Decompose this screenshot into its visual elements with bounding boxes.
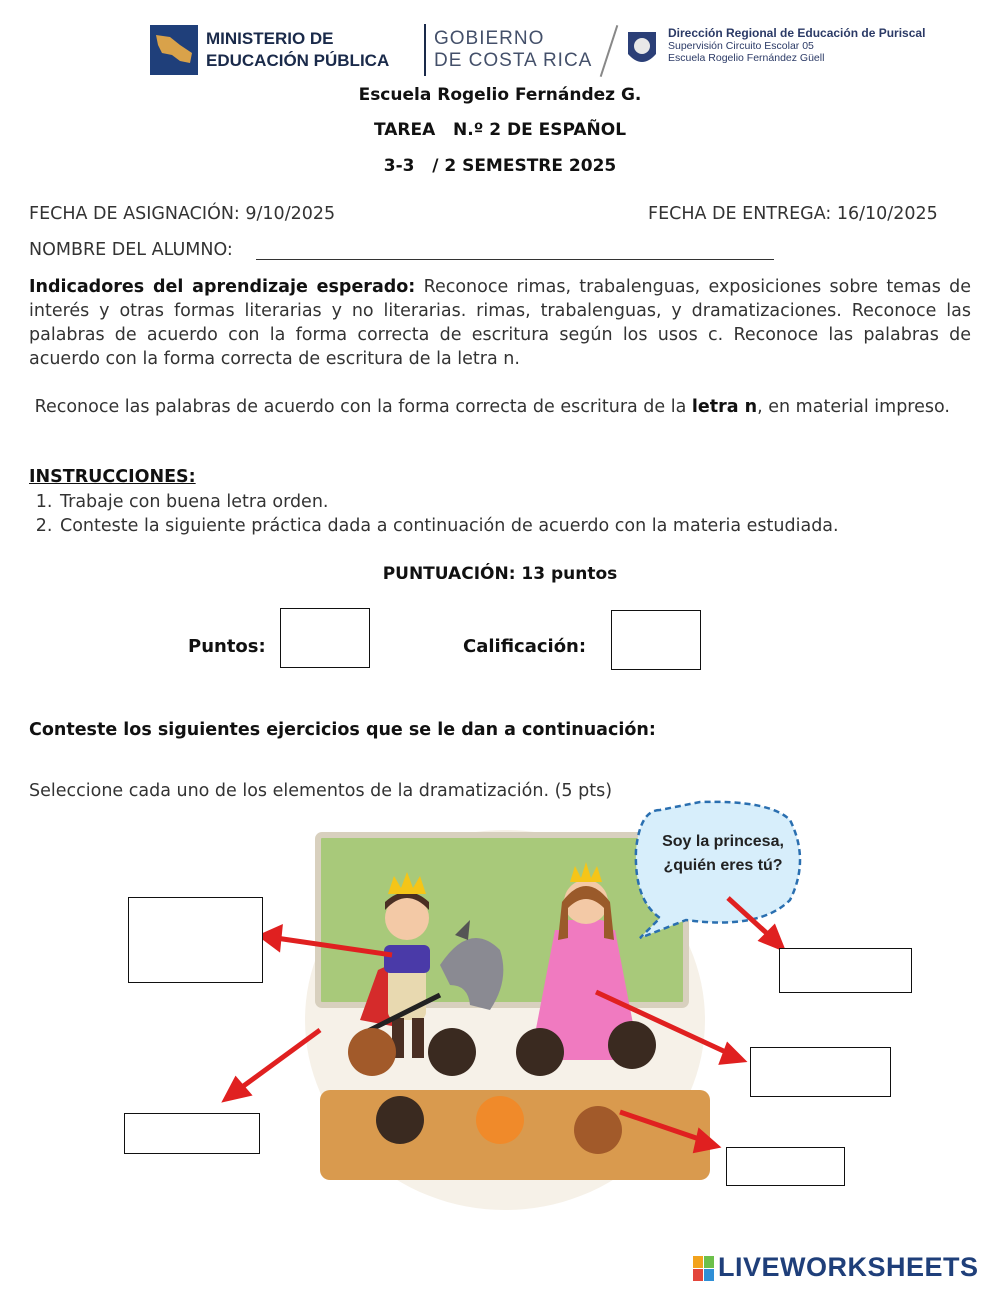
student-name-label: NOMBRE DEL ALUMNO: bbox=[29, 240, 233, 260]
score-title: PUNTUACIÓN: 13 puntos bbox=[382, 564, 618, 584]
due-date: FECHA DE ENTREGA: 16/10/2025 bbox=[648, 204, 938, 224]
indicators-label: Indicadores del aprendizaje esperado: bbox=[29, 277, 416, 297]
ministry-logo bbox=[150, 25, 198, 75]
exercise-heading: Conteste los siguientes ejercicios que se le dan a continuación: bbox=[29, 720, 656, 740]
task-title: TAREA N.º 2 DE ESPAÑOL bbox=[373, 120, 627, 140]
shield-icon bbox=[624, 28, 660, 72]
group-line: 3-3 / 2 SEMESTRE 2025 bbox=[383, 156, 617, 176]
indicators-paragraph bbox=[29, 275, 971, 371]
answer-box-1[interactable] bbox=[128, 897, 263, 983]
points-box[interactable] bbox=[280, 608, 370, 668]
answer-box-5[interactable] bbox=[726, 1147, 845, 1186]
answer-box-3[interactable] bbox=[750, 1047, 891, 1097]
points-label: Puntos: bbox=[188, 636, 266, 657]
grade-box[interactable] bbox=[611, 610, 701, 670]
ministry-name: MINISTERIO DE EDUCACIÓN PÚBLICA bbox=[206, 29, 390, 70]
list-item: 1. Trabaje con buena letra orden. bbox=[58, 490, 1000, 514]
header-divider bbox=[424, 24, 426, 76]
indicators-text: Reconoce rimas, trabalenguas, exposiciones sobre temas de interés y otras formas literarias y no literarias. rimas, trabalenguas, y dramatizaciones. Reconoce las palabras de acuerdo con la forma correcta de escritura según los usos c. Reconoce las palabras de acuerdo con la forma correcta de escritura de la letra n. bbox=[29, 277, 971, 369]
costa-rica-map-icon bbox=[150, 25, 198, 75]
objective-text-end: , en material impreso. bbox=[757, 397, 950, 417]
objective-paragraph bbox=[29, 395, 971, 419]
grade-label: Calificación: bbox=[463, 636, 587, 657]
instructions-list bbox=[0, 490, 1000, 538]
government-name: GOBIERNO DE COSTA RICA bbox=[434, 28, 593, 71]
student-name-field[interactable] bbox=[256, 258, 774, 260]
regional-info: Dirección Regional de Educación de Puriscal Supervisión Circuito Escolar 05 Escuela Rogelio Fernández Güell bbox=[668, 26, 926, 64]
liveworksheets-brand: LIVEWORKSHEETS bbox=[718, 1252, 979, 1282]
objective-bold: letra n bbox=[691, 397, 758, 417]
assignment-date: FECHA DE ASIGNACIÓN: 9/10/2025 bbox=[29, 204, 336, 224]
instructions-title: INSTRUCCIONES: bbox=[29, 467, 196, 487]
answer-box-4[interactable] bbox=[124, 1113, 260, 1154]
speech-bubble-text: Soy la princesa, ¿quién eres tú? bbox=[662, 833, 784, 874]
objective-text: Reconoce las palabras de acuerdo con la forma correcta de escritura de la bbox=[29, 397, 692, 417]
regional-logo bbox=[624, 28, 660, 72]
header-slash bbox=[600, 25, 619, 77]
list-item: 2. Conteste la siguiente práctica dada a continuación de acuerdo con la materia estudiada. bbox=[58, 514, 1000, 538]
school-name: Escuela Rogelio Fernández G. bbox=[358, 85, 642, 105]
liveworksheets-logo-icon bbox=[693, 1256, 715, 1282]
exercise-instruction: Seleccione cada uno de los elementos de la dramatización. (5 pts) bbox=[29, 781, 613, 801]
answer-box-2[interactable] bbox=[779, 948, 912, 993]
